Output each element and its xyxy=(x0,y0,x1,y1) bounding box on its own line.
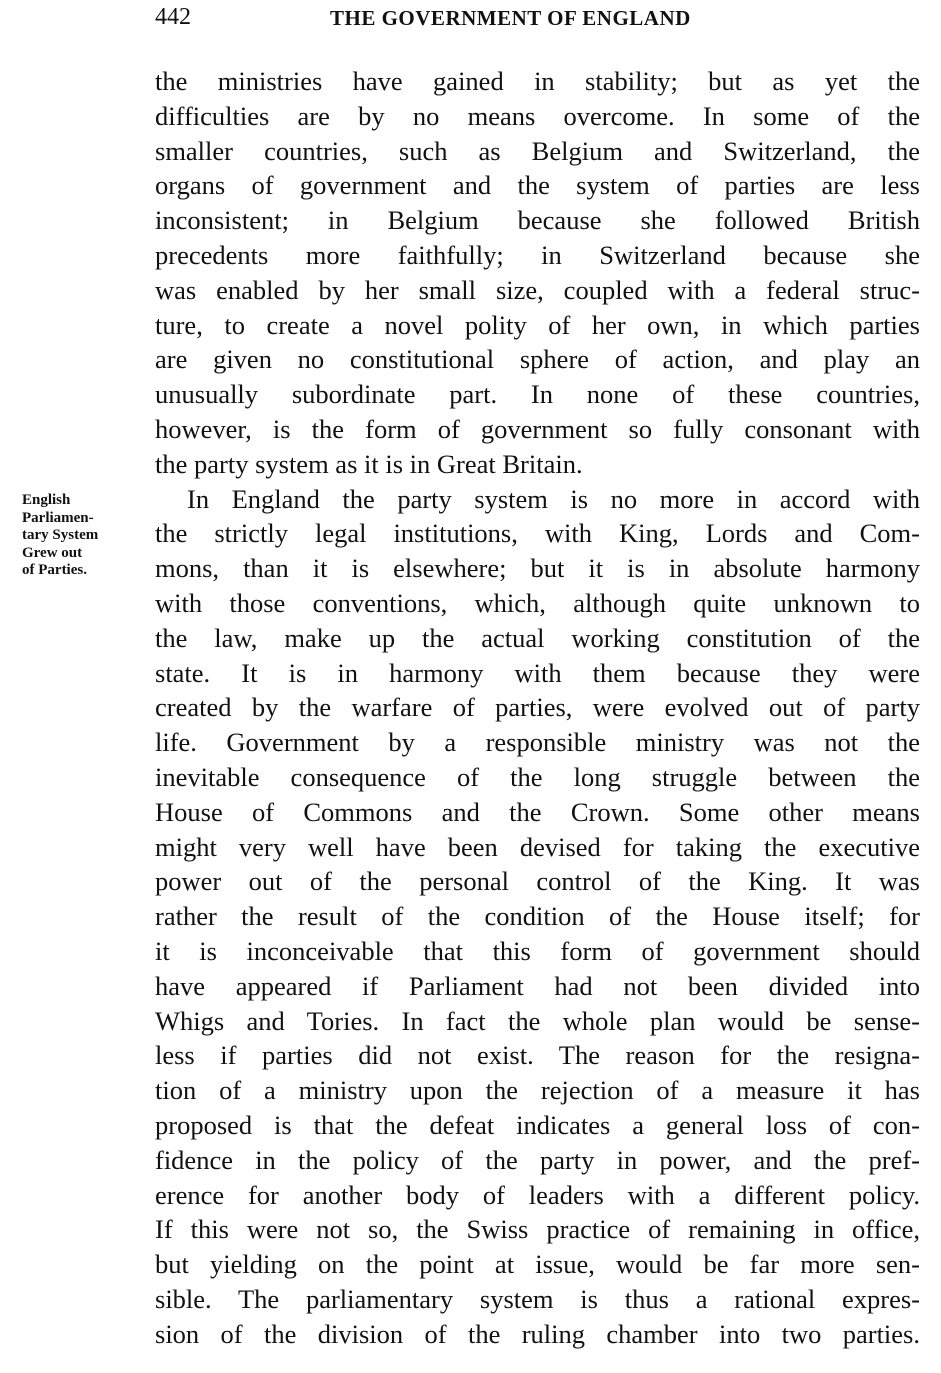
text-line: it is inconceivable that this form of government should xyxy=(155,935,920,966)
page-header xyxy=(155,4,920,34)
text-line: erence for another body of leaders with a different policy. xyxy=(155,1179,920,1210)
text-line: sion of the division of the ruling chamber into two parties. xyxy=(155,1318,920,1349)
text-line: inconsistent; in Belgium because she followed British xyxy=(155,205,920,236)
body-text xyxy=(155,64,920,1351)
text-line: state. It is in harmony with them because they were xyxy=(155,657,920,688)
text-line: precedents more faithfully; in Switzerland because she xyxy=(155,239,920,270)
text-line: House of Commons and the Crown. Some other means xyxy=(155,796,920,827)
margin-note-line: Parliamen- xyxy=(22,509,94,526)
text-line: power out of the personal control of the King. It was xyxy=(155,866,920,897)
text-line: the ministries have gained in stability; but as yet the xyxy=(155,66,920,96)
text-line: the party system as it is in Great Britain. xyxy=(155,448,583,479)
text-line: ture, to create a novel polity of her own, in which parties xyxy=(155,309,920,340)
margin-note-line: English xyxy=(22,492,71,508)
text-line: however, is the form of government so fully consonant with xyxy=(155,413,920,444)
text-line: smaller countries, such as Belgium and Switzerland, the xyxy=(155,135,920,166)
text-line: organs of government and the system of parties are less xyxy=(155,170,920,201)
text-line: have appeared if Parliament had not been divided into xyxy=(155,970,920,1001)
text-line: In England the party system is no more in accord with xyxy=(187,483,920,514)
text-line: the law, make up the actual working constitution of the xyxy=(155,622,920,653)
text-line: If this were not so, the Swiss practice of remaining in office, xyxy=(155,1214,920,1245)
text-line: are given no constitutional sphere of action, and play an xyxy=(155,344,920,375)
text-line: Whigs and Tories. In fact the whole plan would be sense- xyxy=(155,1005,920,1036)
text-line: rather the result of the condition of the House itself; for xyxy=(155,901,920,932)
running-title: THE GOVERNMENT OF ENGLAND xyxy=(330,6,691,30)
page-number: 442 xyxy=(155,4,191,30)
margin-note-line: tary System xyxy=(22,527,99,543)
text-line: was enabled by her small size, coupled with a federal struc- xyxy=(155,274,920,305)
margin-note-line: Grew out xyxy=(22,544,83,561)
text-line: the strictly legal institutions, with King, Lords and Com- xyxy=(155,518,920,549)
text-line: sible. The parliamentary system is thus a rational expres- xyxy=(155,1283,920,1314)
text-line: with those conventions, which, although quite unknown to xyxy=(155,587,920,618)
text-line: less if parties did not exist. The reason for the resigna- xyxy=(155,1040,920,1071)
text-line: might very well have been devised for taking the executive xyxy=(155,831,920,862)
paragraph-1 xyxy=(155,64,920,482)
margin-note-line: of Parties. xyxy=(22,562,87,578)
text-line: proposed is that the defeat indicates a general loss of con- xyxy=(155,1109,920,1140)
text-line: difficulties are by no means overcome. In some of the xyxy=(155,100,920,131)
text-line: mons, than it is elsewhere; but it is in absolute harmony xyxy=(155,553,920,584)
text-line: tion of a ministry upon the rejection of a measure it has xyxy=(155,1075,920,1106)
text-line: but yielding on the point at issue, would be far more sen- xyxy=(155,1249,920,1280)
margin-note xyxy=(22,492,147,580)
text-line: unusually subordinate part. In none of these countries, xyxy=(155,379,920,410)
text-line: life. Government by a responsible ministry was not the xyxy=(155,727,920,758)
paragraph-2 xyxy=(155,482,920,1352)
text-line: inevitable consequence of the long struggle between the xyxy=(155,761,920,792)
text-line: created by the warfare of parties, were evolved out of party xyxy=(155,692,920,723)
text-line: fidence in the policy of the party in power, and the pref- xyxy=(155,1144,920,1175)
